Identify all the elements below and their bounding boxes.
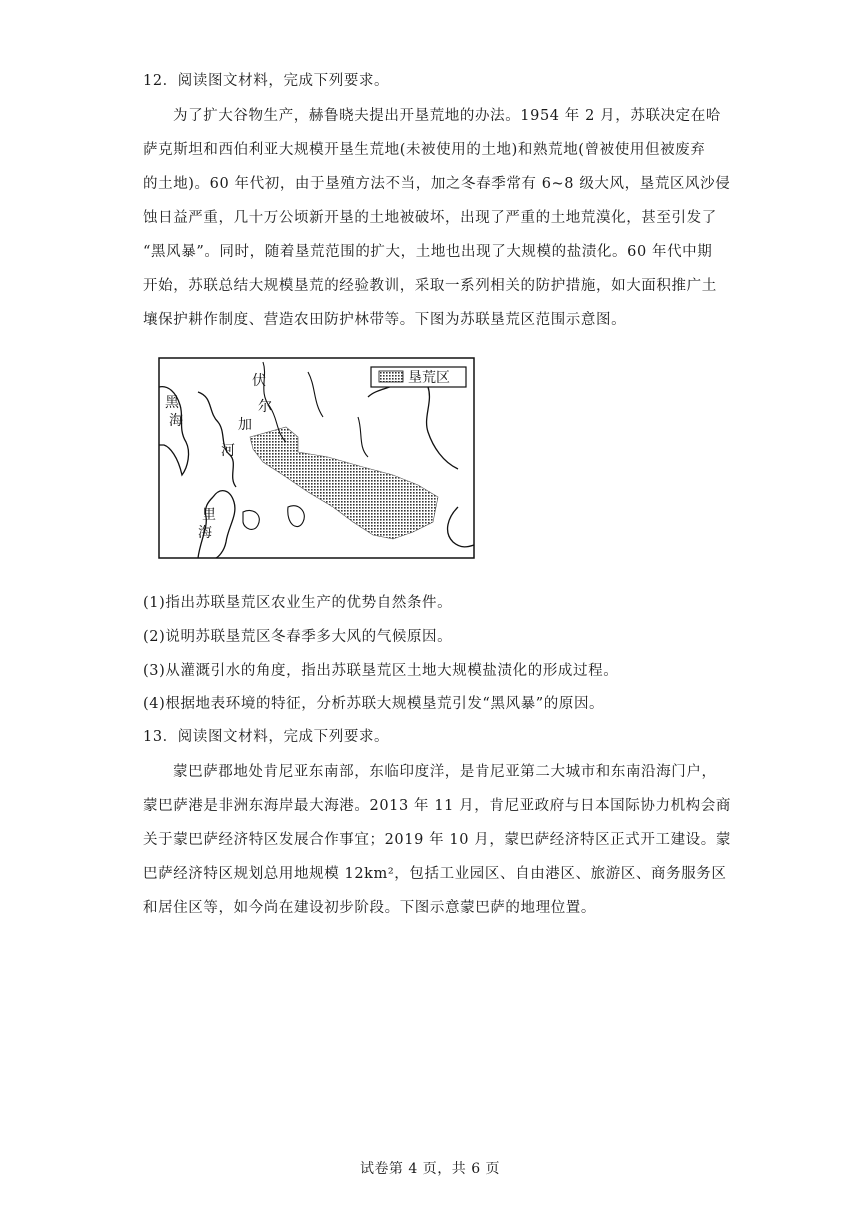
map-label-volga-1: 伏 [252,373,266,389]
q12-para-line: 壤保护耕作制度、营造农田防护林带等。下图为苏联垦荒区范围示意图。 [143,312,627,328]
map-label-volga-3: 加 [238,417,252,433]
q13-para-line: 蒙巴萨港是非洲东海岸最大海港。2013 年 11 月，肯尼亚政府与日本国际协力机构会商 [143,798,731,814]
q12-heading: 12．阅读图文材料，完成下列要求。 [143,73,390,89]
q12-subquestion-2: (2)说明苏联垦荒区冬春季多大风的气候原因。 [143,629,453,645]
q12-para-line: 开始，苏联总结大规模垦荒的经验教训，采取一系列相关的防护措施，如大面积推广土 [143,278,717,294]
q12-subquestion-1: (1)指出苏联垦荒区农业生产的优势自然条件。 [143,595,453,611]
map-label-volga-4: 河 [221,443,235,459]
q13-para-line: 巴萨经济特区规划总用地规模 12km²，包括工业园区、自由港区、旅游区、商务服务区 [143,866,727,882]
map-label-volga-2: 尔 [258,399,272,415]
q13-para-line: 关于蒙巴萨经济特区发展合作事宜；2019 年 10 月，蒙巴萨经济特区正式开工建设。蒙 [143,832,731,848]
q13-heading: 13．阅读图文材料，完成下列要求。 [143,729,390,745]
q13-para-line: 蒙巴萨郡地处肯尼亚东南部，东临印度洋，是肯尼亚第二大城市和东南沿海门户， [173,764,717,780]
map-label-black-sea-1: 黑 [165,395,179,411]
page-footer: 试卷第 4 页，共 6 页 [359,1161,501,1177]
q13-para-line: 和居住区等，如今尚在建设初步阶段。下图示意蒙巴萨的地理位置。 [143,900,596,916]
q12-subquestion-4: (4)根据地表环境的特征，分析苏联大规模垦荒引发“黑风暴”的原因。 [143,696,605,712]
q12-para-line: 蚀日益严重，几十万公顷新开垦的土地被破坏，出现了严重的土地荒漠化，甚至引发了 [143,210,717,226]
q12-para-line: 为了扩大谷物生产，赫鲁晓夫提出开垦荒地的办法。1954 年 2 月，苏联决定在哈 [173,108,721,124]
legend-label: 垦荒区 [408,370,450,386]
q12-para-line: 萨克斯坦和西伯利亚大规模开垦生荒地(未被使用的土地)和熟荒地(曾被使用但被废弃 [143,142,706,158]
q12-para-line: 的土地)。60 年代初，由于垦殖方法不当，加之冬春季常有 6~8 级大风，垦荒区风沙侵 [143,176,731,192]
map-label-caspian-1: 里 [202,507,216,523]
reclamation-area-map [158,357,475,559]
q12-para-line: “黑风暴”。同时，随着垦荒范围的扩大，土地也出现了大规模的盐渍化。60 年代中期 [143,244,713,260]
map-label-caspian-2: 海 [198,525,212,541]
legend-swatch [379,371,403,382]
q12-subquestion-3: (3)从灌溉引水的角度，指出苏联垦荒区土地大规模盐渍化的形成过程。 [143,663,619,679]
map-label-black-sea-2: 海 [169,413,183,429]
